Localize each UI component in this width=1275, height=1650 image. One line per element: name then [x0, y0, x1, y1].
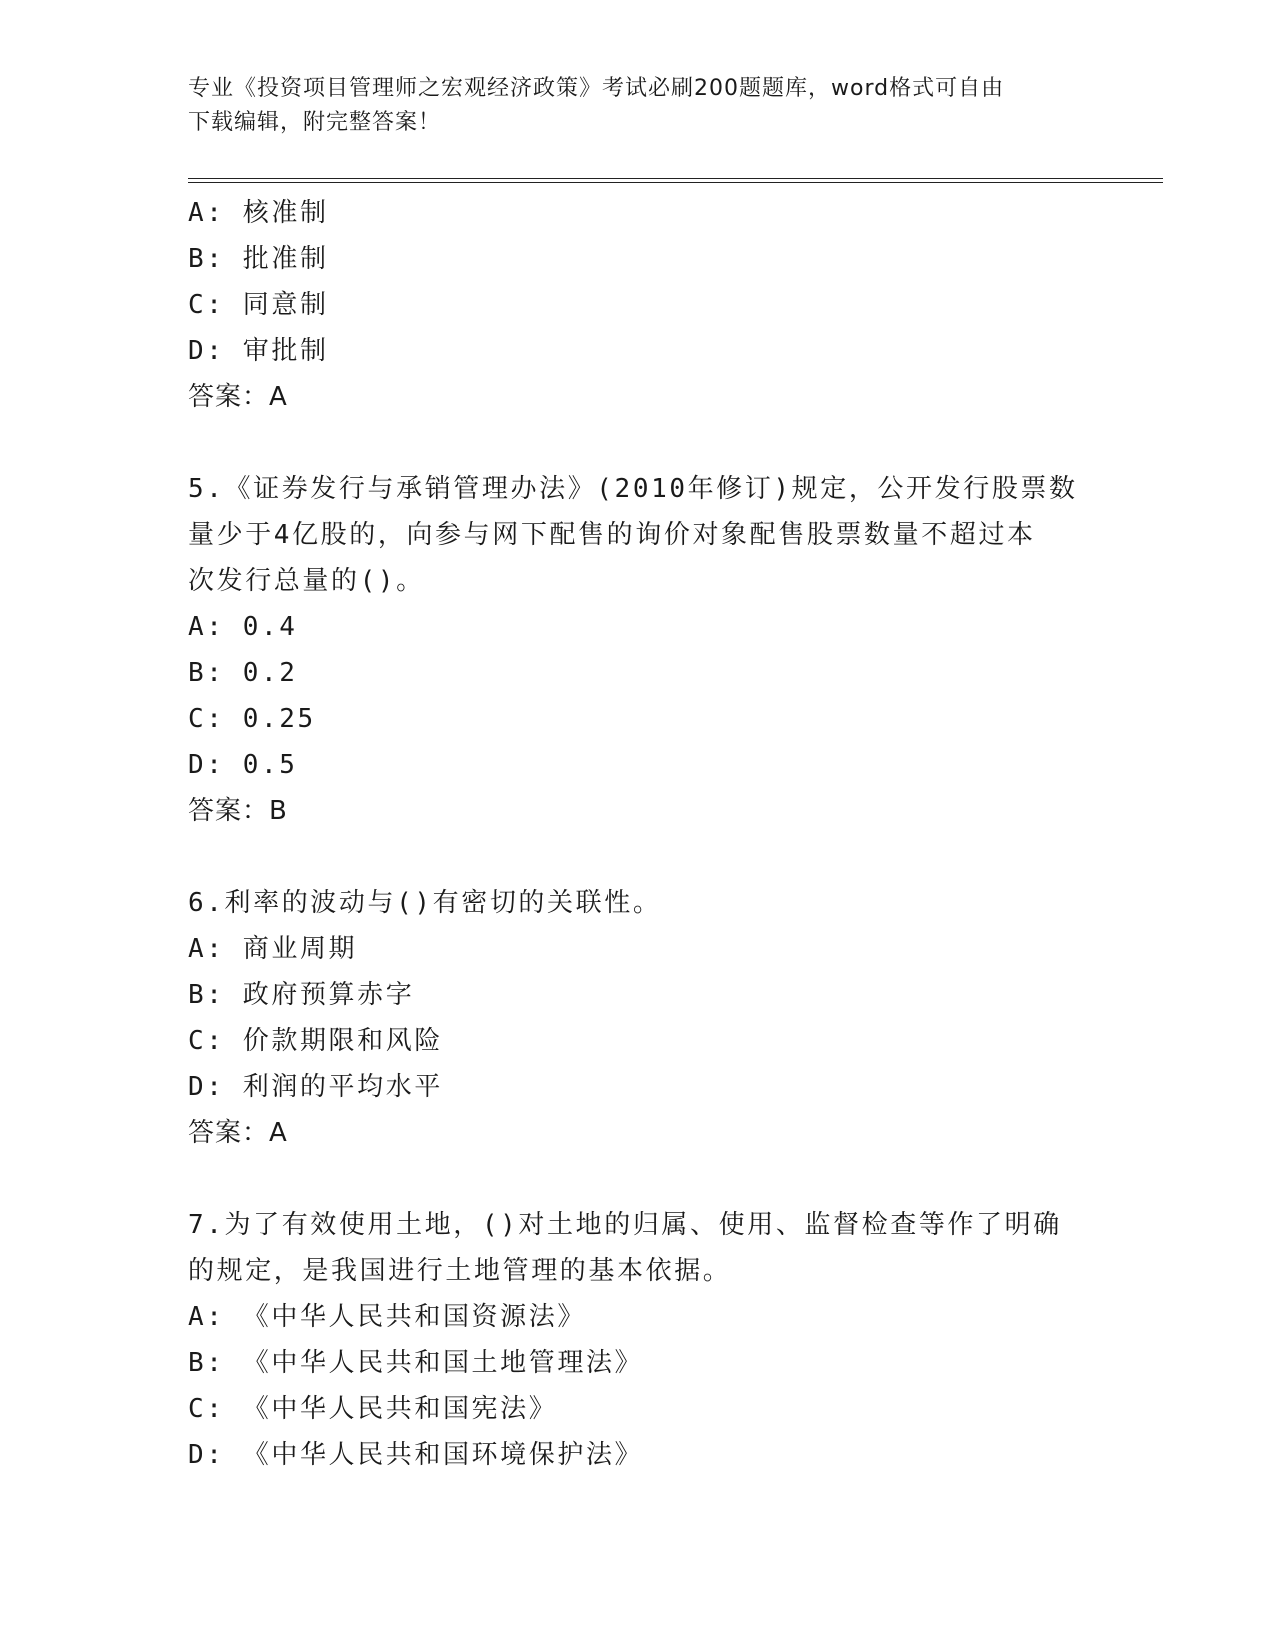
answer: 答案：B	[188, 796, 288, 826]
option-a: A: 商业周期	[188, 934, 358, 964]
question-7	[188, 1202, 1088, 1478]
question-4	[188, 190, 1088, 420]
option-b: B: 政府预算赤字	[188, 980, 415, 1010]
option-c: C: 0.25	[188, 704, 316, 734]
option-d: D: 审批制	[188, 336, 329, 366]
question-list	[188, 190, 1088, 1478]
document-header	[188, 72, 1088, 140]
question-stem-line: 6.利率的波动与()有密切的关联性。	[188, 888, 662, 918]
option-b: B: 0.2	[188, 658, 298, 688]
option-d: D: 《中华人民共和国环境保护法》	[188, 1440, 644, 1470]
spacer	[188, 834, 1088, 880]
header-line-1: 专业《投资项目管理师之宏观经济政策》考试必刷200题题库，word格式可自由	[188, 76, 1005, 101]
question-stem-line: 的规定，是我国进行土地管理的基本依据。	[188, 1256, 732, 1286]
option-c: C: 价款期限和风险	[188, 1026, 443, 1056]
answer: 答案：A	[188, 382, 288, 412]
question-stem-line: 7.为了有效使用土地，()对土地的归属、使用、监督检查等作了明确	[188, 1210, 1062, 1240]
option-a: A: 《中华人民共和国资源法》	[188, 1302, 586, 1332]
question-5	[188, 466, 1088, 834]
spacer	[188, 1156, 1088, 1202]
answer: 答案：A	[188, 1118, 288, 1148]
question-6	[188, 880, 1088, 1156]
option-a: A: 核准制	[188, 198, 329, 228]
spacer	[188, 420, 1088, 466]
question-stem-line: 5.《证券发行与承销管理办法》(2010年修订)规定，公开发行股票数	[188, 474, 1078, 504]
option-b: B: 《中华人民共和国土地管理法》	[188, 1348, 644, 1378]
option-d: D: 利润的平均水平	[188, 1072, 443, 1102]
header-divider	[188, 178, 1163, 183]
option-b: B: 批准制	[188, 244, 329, 274]
option-c: C: 《中华人民共和国宪法》	[188, 1394, 558, 1424]
option-a: A: 0.4	[188, 612, 298, 642]
question-stem-line: 次发行总量的()。	[188, 566, 425, 596]
option-d: D: 0.5	[188, 750, 298, 780]
option-c: C: 同意制	[188, 290, 329, 320]
header-line-2: 下载编辑，附完整答案！	[188, 110, 442, 135]
question-stem-line: 量少于4亿股的，向参与网下配售的询价对象配售股票数量不超过本	[188, 520, 1036, 550]
